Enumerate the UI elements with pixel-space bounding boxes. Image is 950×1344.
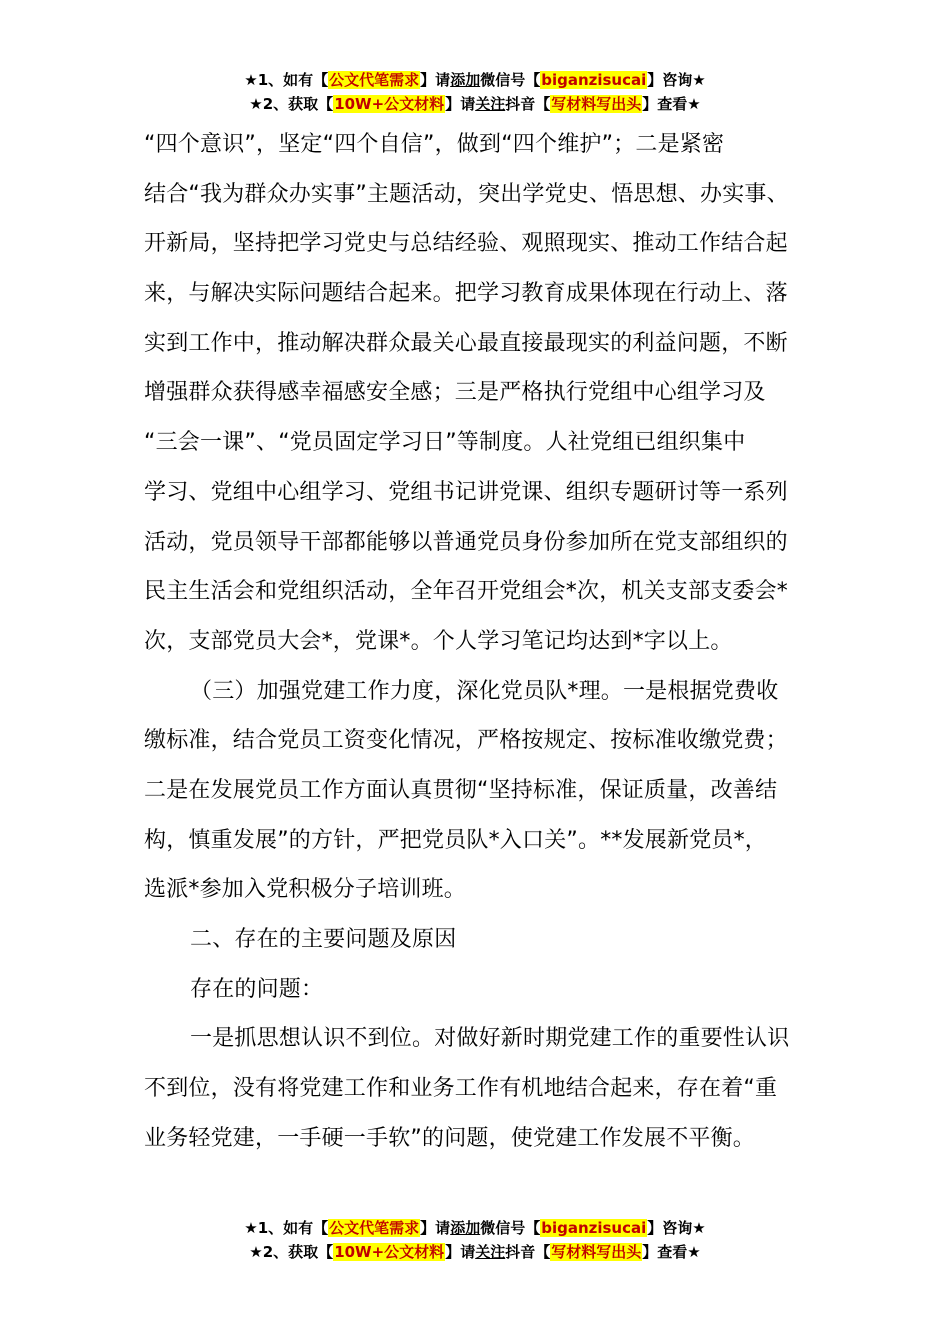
banner-text: 】查看★ <box>642 1243 701 1261</box>
banner-text: ★1、如有【 <box>244 1219 329 1237</box>
body-line: 业务轻党建，一手硬一手软”的问题，使党建工作发展不平衡。 <box>144 1125 755 1151</box>
banner-highlight: biganzisucai <box>541 1219 647 1237</box>
body-line: 不到位，没有将党建工作和业务工作有机地结合起来，存在着“重 <box>144 1076 778 1102</box>
banner-text: 】咨询★ <box>647 1219 706 1237</box>
body-line: 开新局，坚持把学习党史与总结经验、观照现实、推动工作结合起 <box>144 231 788 257</box>
banner-underline: 添加 <box>450 71 481 89</box>
banner-text: ★2、获取【 <box>249 95 334 113</box>
header-banner <box>0 70 950 118</box>
banner-underline: 关注 <box>475 95 506 113</box>
section-heading-2: 二、存在的主要问题及原因 <box>190 927 457 952</box>
subsection-heading: 存在的问题： <box>190 976 324 1002</box>
banner-highlight: 10W+公文材料 <box>334 95 445 113</box>
body-line: 民主生活会和党组织活动，全年召开党组会*次，机关支部支委会* <box>144 579 789 605</box>
banner-highlight: 公文代笔需求 <box>329 71 420 89</box>
body-line: “四个意识”，坚定“四个自信”，做到“四个维护”；二是紧密 <box>144 132 725 157</box>
banner-highlight: biganzisucai <box>541 71 647 89</box>
banner-text: 】咨询★ <box>647 71 706 89</box>
banner-text: 】请 <box>445 95 476 113</box>
banner-text: 微信号【 <box>480 1219 541 1237</box>
body-line: 一是抓思想认识不到位。对做好新时期党建工作的重要性认识 <box>190 1026 790 1052</box>
banner-text: 抖音【 <box>505 1243 551 1261</box>
banner-text: 】请 <box>445 1243 476 1261</box>
banner-text: 微信号【 <box>480 71 541 89</box>
body-line: 学习、党组中心组学习、党组书记讲党课、组织专题研讨等一系列 <box>144 479 788 505</box>
body-line: 缴标准，结合党员工资变化情况，严格按规定、按标准收缴党费； <box>144 728 788 754</box>
banner-line-2 <box>0 94 950 118</box>
body-line: 二是在发展党员工作方面认真贯彻“坚持标准，保证质量，改善结 <box>144 777 778 803</box>
banner-highlight: 10W+公文材料 <box>334 1243 445 1261</box>
body-line: 活动，党员领导干部都能够以普通党员身份参加所在党支部组织的 <box>144 529 788 555</box>
banner-underline: 关注 <box>475 1243 506 1261</box>
banner-text: 】查看★ <box>642 95 701 113</box>
document-body <box>144 120 814 1163</box>
banner-text: 抖音【 <box>505 95 551 113</box>
banner-text: ★1、如有【 <box>244 71 329 89</box>
banner-highlight: 写材料写出头 <box>551 1243 642 1261</box>
banner-underline: 添加 <box>450 1219 481 1237</box>
footer-banner <box>0 1218 950 1266</box>
body-line: 选派*参加入党积极分子培训班。 <box>144 877 467 903</box>
body-line: 构，慎重发展”的方针，严把党员队*入口关”。**发展新党员*， <box>144 827 767 853</box>
section-heading-3: （三）加强党建工作力度，深化党员队*理。一是根据党费收 <box>190 678 779 704</box>
body-line: 实到工作中，推动解决群众最关心最直接最现实的利益问题，不断 <box>144 330 788 356</box>
banner-line-1 <box>0 70 950 94</box>
body-line: 结合“我为群众办实事”主题活动，突出学党史、悟思想、办实事、 <box>144 181 789 207</box>
banner-text: 】请 <box>420 71 451 89</box>
body-line: 增强群众获得感幸福感安全感；三是严格执行党组中心组学习及 <box>144 380 766 406</box>
body-line: 次，支部党员大会*，党课*。个人学习笔记均达到*字以上。 <box>144 628 733 654</box>
banner-line-2 <box>0 1242 950 1266</box>
banner-line-1 <box>0 1218 950 1242</box>
banner-text: 】请 <box>420 1219 451 1237</box>
banner-text: ★2、获取【 <box>249 1243 334 1261</box>
body-line: “三会一课”、“党员固定学习日”等制度。人社党组已组织集中 <box>144 430 746 456</box>
banner-highlight: 公文代笔需求 <box>329 1219 420 1237</box>
banner-highlight: 写材料写出头 <box>551 95 642 113</box>
body-line: 来，与解决实际问题结合起来。把学习教育成果体现在行动上、落 <box>144 281 788 307</box>
